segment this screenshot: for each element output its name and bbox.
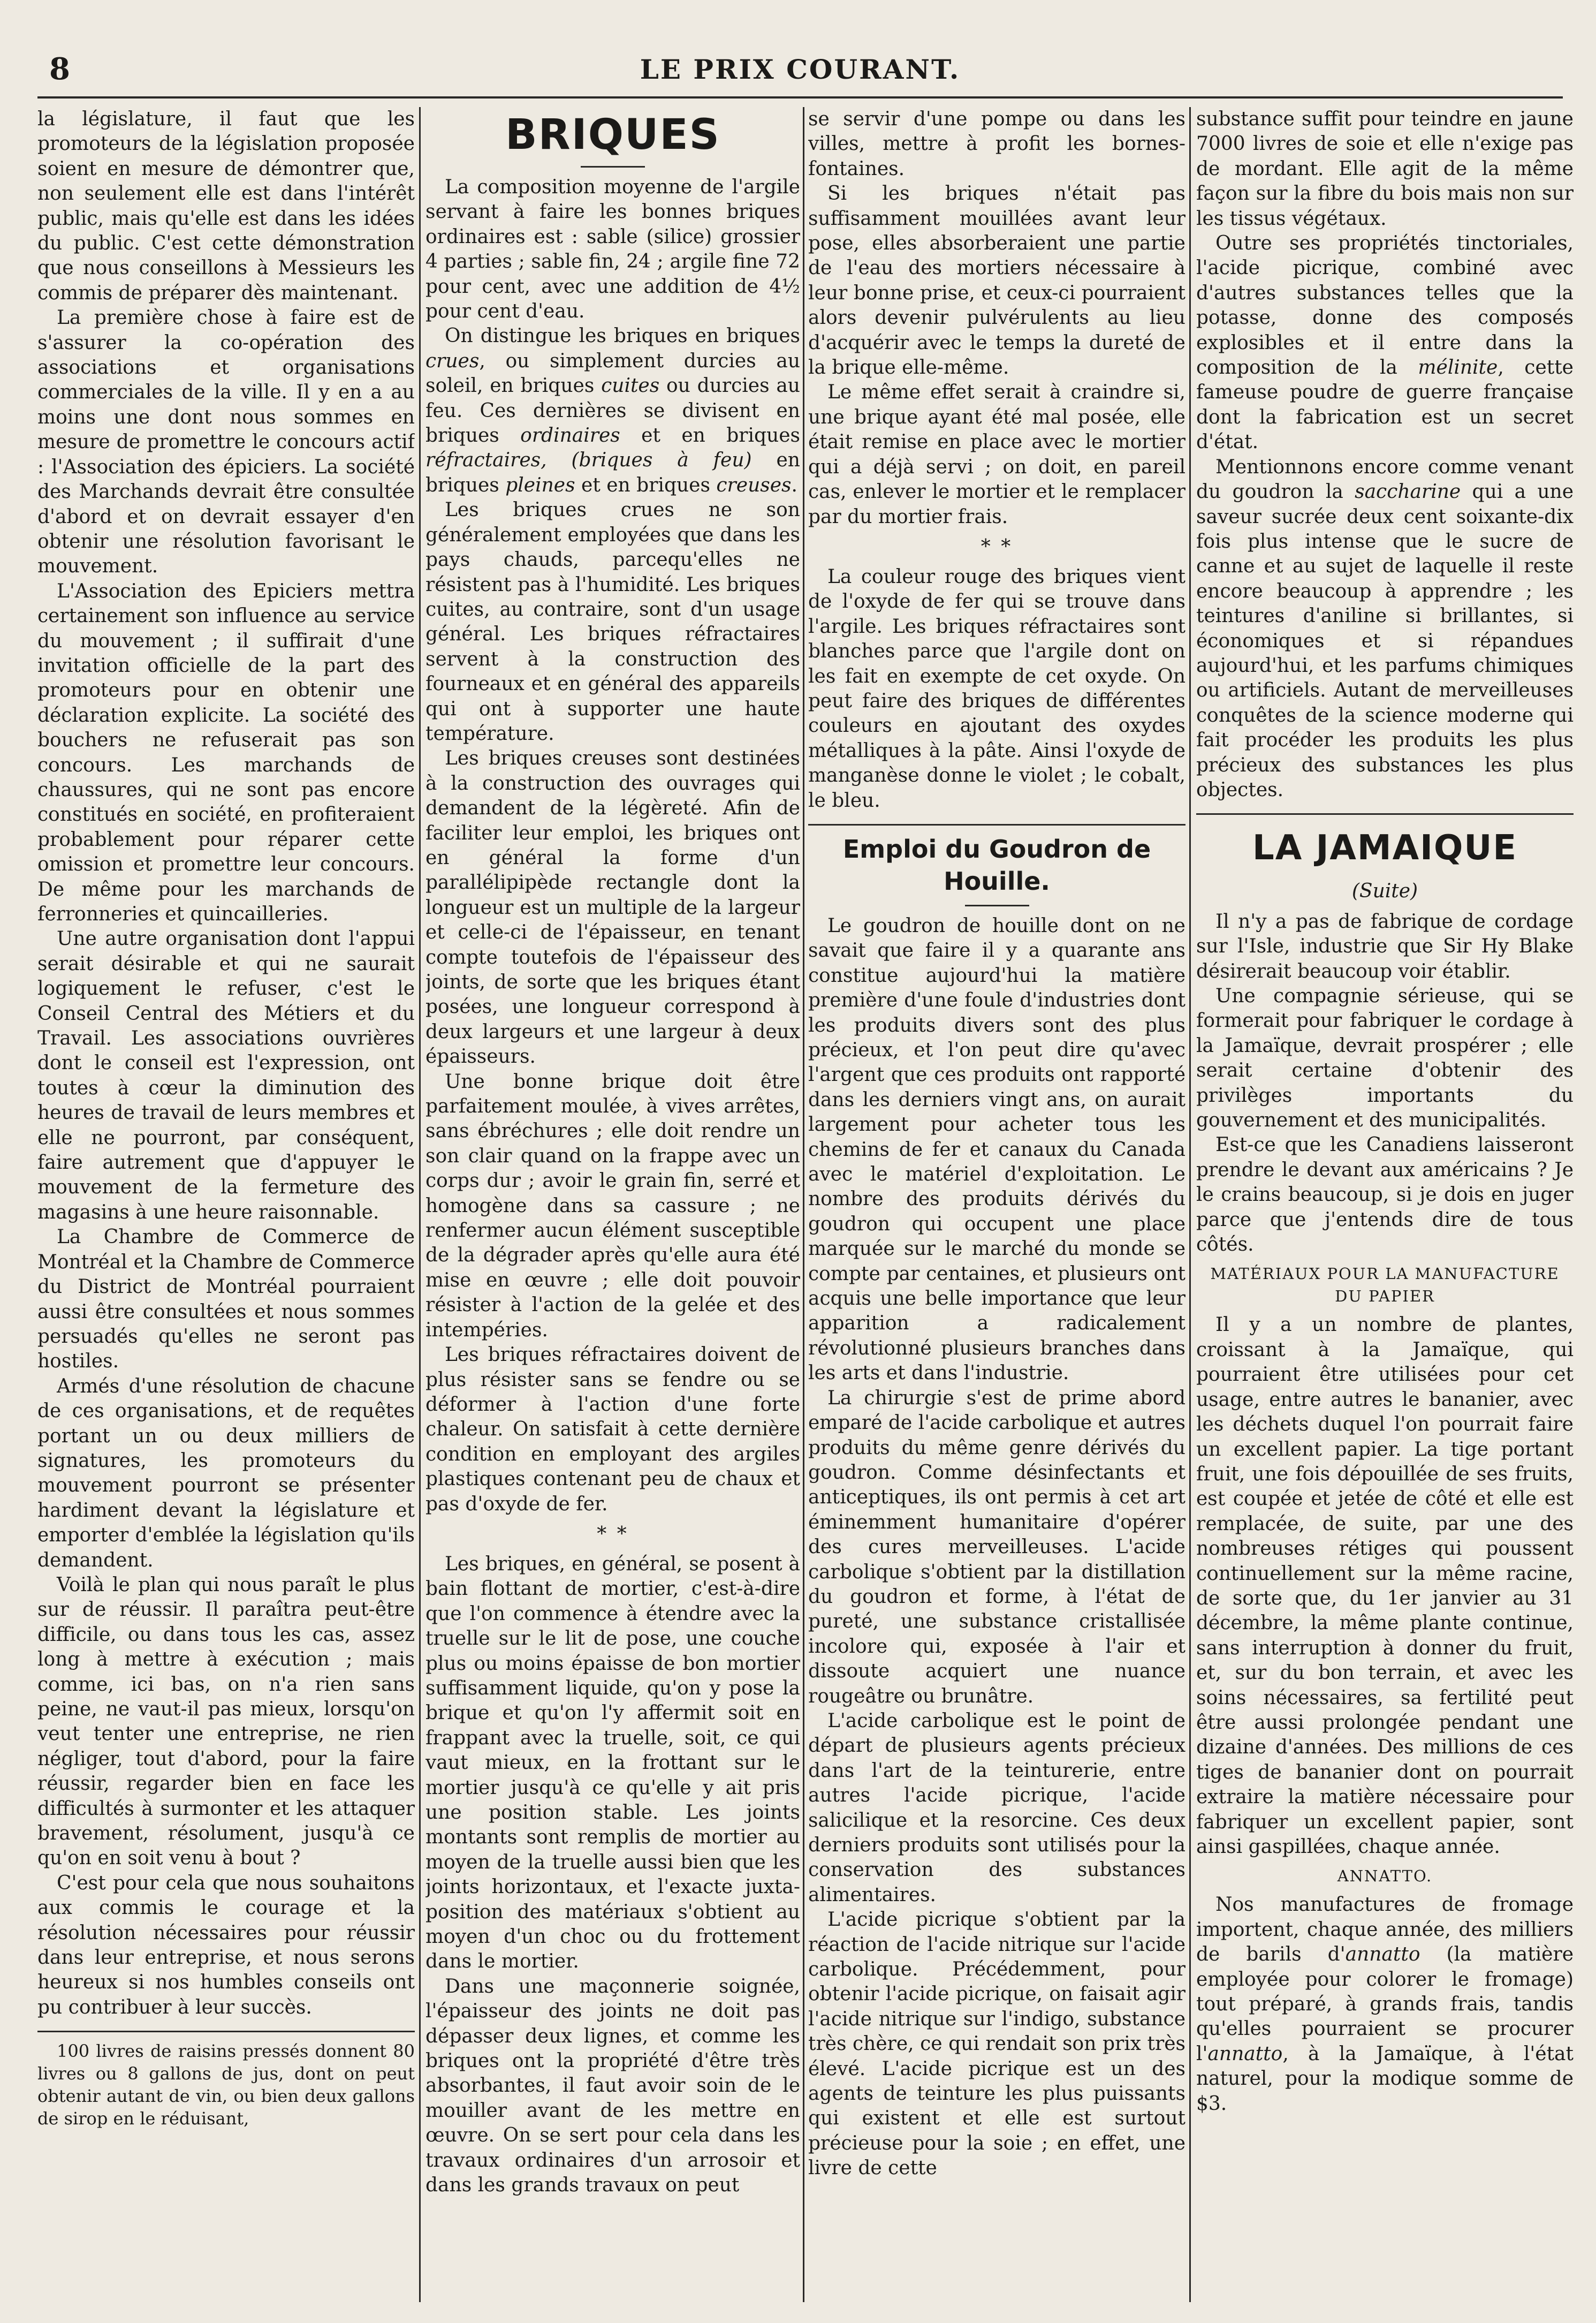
text-run: et en briques	[575, 474, 717, 496]
article-paragraph	[1196, 1893, 1574, 2116]
section-divider	[37, 2031, 415, 2032]
section-heading-papier: MATÉRIAUX POUR LA MANUFACTURE DU PAPIER	[1210, 1265, 1560, 1306]
article-paragraph	[425, 324, 800, 498]
article-paragraph: L'Association des Epiciers mettra certainement son influence au service du mouvement ; il suffirait d'une invitation officielle de la part des promoteurs pour en obtenir une déclaration explicite. La société des bouchers ne refuserait pas son concours. Les marchands de chaussures, qui ne sont pas encore constitués en société, en profiteraient probablement pour réparer cette omission et promettre leur concours. De même pour les marchands de ferronneries et quincailleries.	[37, 580, 415, 925]
article-paragraph: Dans une maçonnerie soignée, l'épaisseur des joints ne doit pas dépasser deux lignes, et comme les briques ont la propriété d'être très absorbantes, il faut avoir soin de le mouiller avant de les mettre en œuvre. On se sert pour cela dans les travaux ordinaires d'un arrosoir et dans les grands travaux on peut	[425, 1975, 800, 2197]
text-run: .	[791, 474, 797, 496]
article-paragraph: Une autre organisation dont l'appui serait désirable et qui ne saurait logiquement le refuser, c'est le Conseil Central des Métiers et du Travail. Les associations ouvrières dont le conseil est l'expression, ont toutes à cœur la diminution des heures de travail de leurs membres et elle ne pourront, par conséquent, faire autrement que d'appuyer le mouvement de la fermeture des magasins à une heure raisonnable.	[37, 928, 415, 1223]
italic-term: annatto	[1345, 1943, 1420, 1966]
text-run: , cette fameuse poudre de guerre française dont la fabrication est un secret d'état.	[1196, 357, 1574, 453]
text-run: Outre ses propriétés tinctoriales, l'acide picrique, combiné avec d'autres substances telles que la potasse, donne des composés explosibles et il entre dans la composition de la	[1196, 232, 1574, 379]
italic-term: creuses	[716, 474, 792, 496]
italic-term: mélinite	[1418, 357, 1498, 379]
article-subtitle: (Suite)	[1351, 880, 1418, 903]
column-rule	[419, 107, 421, 2302]
text-run: Mentionnons encore comme venant du goudron la	[1196, 456, 1574, 503]
asterism: * *	[597, 1523, 629, 1545]
article-paragraph: C'est pour cela que nous souhaitons aux commis le courage et la résolution nécessaires pour réussir dans leur entreprise, et nous serons heureux si nos humbles conseils ont pu contribuer à leur succès.	[37, 1872, 415, 2018]
text-run: en briques	[425, 449, 800, 496]
italic-term: annatto	[1207, 2042, 1283, 2065]
article-paragraph: Les briques crues ne son généralement employées que dans les pays chauds, parcequ'elles ne résistent pas à l'humidité. Les briques cuites, au contraire, sont d'un usage général. Les briques réfractaires servent à la construction des fourneaux et en général des appareils qui ont à supporter une haute température.	[425, 499, 800, 745]
italic-term: ordinaires	[520, 425, 620, 447]
column-4	[1196, 107, 1574, 2302]
article-paragraph: La première chose à faire est de s'assurer la co-opération des associations et organisations commerciales de la ville. Il y en a au moins une dont nous sommes en mesure de promettre le concours actif : l'Association des épiciers. La société des Marchands devrait être consultée d'abord et on devrait essayer d'en obtenir une résolution favorisant le mouvement.	[37, 307, 415, 578]
note-paragraph: 100 livres de raisins pressés donnent 80 livres ou 8 gallons de jus, dont on peut obtenir autant de vin, ou bien deux gallons de sirop en le réduisant,	[37, 2041, 415, 2129]
article-paragraph: substance suffit pour teindre en jaune 7000 livres de soie et elle n'exige pas de mordant. Elle agit de la même façon sur la fibre du bois mais non sur les tissus végétaux.	[1196, 108, 1574, 230]
italic-term: réfractaires, (briques à feu)	[425, 449, 752, 472]
italic-term: crues	[425, 350, 480, 372]
title-underline	[965, 905, 1029, 906]
article-paragraph: Est-ce que les Canadiens laisseront prendre le devant aux américains ? Je le crains beaucoup, si je dois en juger parce que j'entends dire de tous côtés.	[1196, 1134, 1574, 1256]
italic-term: pleines	[505, 474, 575, 496]
title-underline	[581, 166, 645, 168]
article-title-goudron: Emploi du Goudron de Houille.	[842, 834, 1151, 896]
article-paragraph: Les briques creuses sont destinées à la construction des ouvrages qui demandent de la légèreté. Afin de faciliter leur emploi, les briques ont en général la forme d'un parallélipipède rectangle dont la longueur est un multiple de la largeur et celle-ci de l'épaisseur, en tenant compte toutefois de l'épaisseur des joints, de sorte que les briques étant posées, une longueur correspond à deux largeurs et une largeur à deux épaisseurs.	[425, 747, 800, 1068]
text-run: ou durcies au feu. Ces dernières se divisent en briques	[425, 375, 800, 447]
section-divider	[808, 824, 1185, 826]
column-rule	[803, 107, 804, 2302]
article-paragraph: Une bonne brique doit être parfaitement moulée, à vives arrêtes, sans ébréchures ; elle doit rendre un son clair quand on la frappe avec un corps dur ; avoir le grain fin, serré et homogène dans sa cassure ; ne renfermer aucun élément susceptible de la dégrader après qu'elle aura été mise en œuvre ; elle doit pouvoir résister à l'action de la gelée et des intempéries.	[425, 1070, 800, 1341]
article-paragraph: Si les briques n'était pas suffisamment mouillées avant leur pose, elles absorberaient une partie de l'eau des mortiers nécessaire à leur bonne prise, et ceux-ci pourraient alors devenir pulvérulents au lieu d'acquérir avec le temps la dureté de la brique elle-même.	[808, 183, 1185, 379]
article-title-jamaique: LA JAMAIQUE	[1252, 828, 1518, 868]
text-run: (la matière employée pour colorer le fromage) tout préparé, à grands frais, tandis qu'elles pourraient se procurer l'	[1196, 1943, 1574, 2065]
article-paragraph: L'acide carbolique est le point de départ de plusieurs agents précieux dans l'art de la teinturerie, entre autres l'acide picrique, l'acide salicilique et la resorcine. Ces deux derniers produits sont utilisés pour la conservation des substances alimentaires.	[808, 1709, 1185, 1906]
header-rule	[37, 96, 1563, 99]
article-paragraph: Il y a un nombre de plantes, croissant à la Jamaïque, qui pourraient être utilisées pour cet usage, entre autres le bananier, avec les déchets duquel l'on pourrait faire un excellent papier. La tige portant fruit, une fois dépouillée de ses fruits, est coupée et jetée de côté et elle est remplacée, de suite, par une des nombreuses rétiges qui poussent continuellement sur la même racine, de sorte que, du 1er janvier au 31 décembre, la même plante continue, sans interruption à donner du fruit, et, sur du bon terrain, et avec les soins nécessaires, sa fertilité peut être aussi prolongée pendant une dizaine d'années. Des millions de ces tiges de bananier dont on pourrait extraire la matière nécessaire pour fabriquer un excellent papier, sont ainsi gaspillées, chaque année.	[1196, 1314, 1574, 1858]
article-paragraph	[1196, 231, 1574, 455]
article-paragraph: Les briques réfractaires doivent de plus résister sans se fendre ou se déformer à l'action d'une forte chaleur. On satisfait à cette dernière condition en employant des argiles plastiques contenant peu de chaux et pas d'oxyde de fer.	[425, 1344, 800, 1515]
article-title-briques: BRIQUES	[505, 111, 720, 159]
text-run: , à la Jamaïque, à l'état naturel, pour la modique somme de $3.	[1196, 2042, 1574, 2115]
article-paragraph: L'acide picrique s'obtient par la réaction de l'acide nitrique sur l'acide carbolique. Précédemment, pour obtenir l'acide picrique, on faisait agir l'acide nitrique sur l'indigo, substance très chère, ce qui rendait son prix très élevé. L'acide picrique est un des agents de teinture les plus puissants qui existent et elle est surtout précieuse pour la soie ; en effet, une livre de cette	[808, 1909, 1185, 2180]
text-run: Nos manufactures de fromage importent, chaque année, des milliers de barils d'	[1196, 1894, 1574, 1966]
italic-term: cuites	[601, 375, 660, 397]
column-rule	[1189, 107, 1191, 2302]
article-paragraph: La couleur rouge des briques vient de l'oxyde de fer qui se trouve dans l'argile. Les briques réfractaires sont blanches parce que l'argile dont on les fait en exempte de cet oxyde. On peut faire des briques de différentes couleurs en ajoutant des oxydes métalliques à la pâte. Ainsi l'oxyde de manganèse donne le violet ; le cobalt, le bleu.	[808, 565, 1185, 812]
article-paragraph: Armés d'une résolution de chacune de ces organisations, et de requêtes portant un ou deux milliers de signatures, les promoteurs du mouvement pourront se présenter hardiment devant la législature et emporter d'emblée la législation qu'ils demandent.	[37, 1375, 415, 1571]
section-divider	[1196, 813, 1574, 815]
article-paragraph: Voilà le plan qui nous paraît le plus sur de réussir. Il paraîtra peut-être difficile, ou dans tous les cas, assez long à mettre à exécution ; mais comme, ici bas, on n'a rien sans peine, ne vaut-il pas mieux, lorsqu'on veut tenter une entreprise, ne rien négliger, tout d'abord, pour la faire réussir, regarder bien en face les difficultés à surmonter et les attaquer bravement, résolument, jusqu'à ce qu'on en soit venu à bout ?	[37, 1573, 415, 1870]
page-header	[37, 51, 1563, 89]
article-paragraph: La chirurgie s'est de prime abord emparé de l'acide carbolique et autres produits du même genre dérivés du goudron. Comme désinfectants et anticeptiques, ils ont permis à cet art éminemment humanitaire d'opérer des cures merveilleuses. L'acide carbolique s'obtient par la distillation du goudron et forme, à l'état de pureté, une substance cristallisée incolore qui, exposée à l'air et dissoute acquiert une nuance rougeâtre ou brunâtre.	[808, 1387, 1185, 1707]
article-paragraph: La composition moyenne de l'argile servant à faire les bonnes briques ordinaires est : sable (silice) grossier 4 parties ; sable fin, 24 ; argile fine 72 pour cent, avec une addition de 4½ pour cent d'eau.	[425, 176, 800, 323]
article-paragraph: Le goudron de houille dont on ne savait que faire il y a quarante ans constitue aujourd'hui la matière première d'une foule d'industries dont les produits divers sont des plus précieux, et l'on peut dire qu'avec l'argent que ces produits ont rapporté dans les derniers vingt ans, on aurait largement pour acheter tous les chemins de fer et canaux du Canada avec le matériel d'exploitation. Le nombre des produits dérivés du goudron qui occupent une place marquée sur le marché du monde se compte par centaines, et plusieurs ont acquis une belle importance que leur apparition a radicalement révolutionné plusieurs branches dans les arts et dans l'industrie.	[808, 914, 1185, 1384]
article-paragraph: Une compagnie sérieuse, qui se formerait pour fabriquer le cordage à la Jamaïque, devrait prospérer ; elle serait certaine d'obtenir des privilèges importants du gouvernement et des municipalités.	[1196, 985, 1574, 1132]
page-number: 8	[49, 51, 70, 87]
running-title: LE PRIX COURANT.	[640, 54, 961, 85]
column-1	[37, 107, 415, 2302]
text-run: On distingue les briques en briques	[445, 325, 800, 347]
article-paragraph	[1196, 455, 1574, 803]
column-2	[425, 107, 800, 2302]
asterism: * *	[981, 535, 1013, 558]
text-run: qui a une saveur sucrée deux cent soixante-dix fois plus intense que le sucre de canne et au sujet de laquelle il reste encore beaucoup à apprendre ; les teintures d'aniline si brillantes, si économiques et si répandues aujourd'hui, et les parfums chimiques ou artificiels. Autant de merveilleuses conquêtes de la science moderne qui fait procéder les produits les plus précieux des substances les plus objectes.	[1196, 481, 1574, 801]
italic-term: saccharine	[1355, 481, 1461, 503]
column-3	[808, 107, 1185, 2302]
article-paragraph: la législature, il faut que les promoteurs de la législation proposée soient en mesure de démontrer que, non seulement elle est dans l'intérêt public, mais qu'elle est dans les idées du public. C'est cette démonstration que nous conseillons à Messieurs les commis de préparer dès maintenant.	[37, 108, 415, 304]
text-run: , ou simplement durcies au soleil, en briques	[425, 350, 800, 397]
article-paragraph: La Chambre de Commerce de Montréal et la Chambre de Commerce du District de Montréal pourraient aussi être consultées et nous sommes persuadés qu'elles ne seront pas hostiles.	[37, 1226, 415, 1373]
article-paragraph: Le même effet serait à craindre si, une brique ayant été mal posée, elle était remise en place avec le mortier qui a déjà servi ; on doit, en pareil cas, enlever le mortier et le remplacer par du mortier frais.	[808, 381, 1185, 528]
article-paragraph: se servir d'une pompe ou dans les villes, mettre à profit les bornes-fontaines.	[808, 108, 1185, 180]
section-heading-annatto: ANNATTO.	[1337, 1867, 1433, 1886]
text-run: et en briques	[620, 425, 800, 447]
article-paragraph: Il n'y a pas de fabrique de cordage sur l'Isle, industrie que Sir Hy Blake désirerait beaucoup voir établir.	[1196, 910, 1574, 982]
article-paragraph: Les briques, en général, se posent à bain flottant de mortier, c'est-à-dire que l'on commence à étendre avec la truelle sur le lit de pose, une couche plus ou moins épaisse de bon mortier suffisamment liquide, qu'on y pose la brique et qu'on l'y affermit soit en frappant avec la truelle, soit, ce qui vaut mieux, en la frottant sur le mortier jusqu'à ce qu'elle y ait pris une position stable. Les joints montants sont remplis de mortier au moyen de la truelle aussi bien que les joints horizontaux, et l'exacte juxta-position des matériaux s'obtient au moyen d'un choc ou du frottement dans le mortier.	[425, 1553, 800, 1973]
